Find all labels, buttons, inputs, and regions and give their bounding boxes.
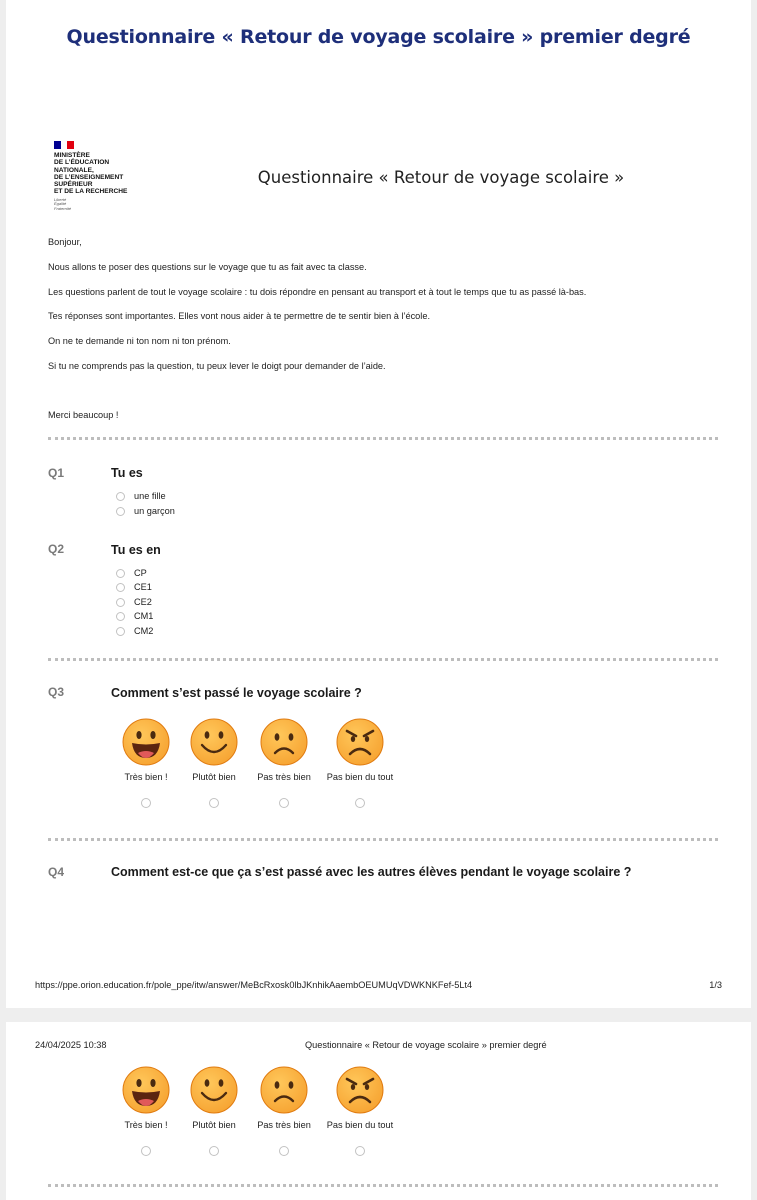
footer-url: https://ppe.orion.education.fr/pole_ppe/itw/answer/MeBcRxosk0lbJKnhikAaembOEUMUqVDWKNKFef-5Lt4: [35, 980, 473, 990]
emoji-scale-label: Pas très bien: [257, 772, 311, 782]
section-separator: [48, 437, 718, 440]
radio-button[interactable]: [116, 583, 125, 592]
option-label: un garçon: [134, 506, 175, 516]
q2-option[interactable]: [116, 568, 147, 578]
q1-option[interactable]: [116, 506, 175, 516]
emoji-scale-label: Pas bien du tout: [326, 1120, 394, 1130]
q2-option[interactable]: [116, 611, 153, 621]
smiling-face-icon: [190, 718, 238, 766]
very-happy-face-icon: [122, 718, 170, 766]
emoji-scale-option[interactable]: [242, 718, 326, 808]
radio-button[interactable]: [209, 798, 219, 808]
radio-button[interactable]: [116, 627, 125, 636]
q2-option[interactable]: [116, 597, 152, 607]
radio-button[interactable]: [279, 798, 289, 808]
section-separator: [48, 1184, 718, 1187]
emoji-scale-label: Très bien !: [124, 772, 168, 782]
radio-button[interactable]: [116, 569, 125, 578]
emoji-scale-label: Plutôt bien: [192, 772, 236, 782]
pdf-page-2: [6, 1022, 751, 1200]
ministry-logo: [54, 141, 154, 212]
emoji-scale-option[interactable]: [318, 718, 402, 808]
emoji-scale-option[interactable]: [318, 1066, 402, 1156]
angry-face-icon: [336, 718, 384, 766]
question-text-q1: Tu es: [111, 466, 143, 480]
very-happy-face-icon: [122, 1066, 170, 1114]
sad-face-icon: [260, 718, 308, 766]
radio-button[interactable]: [116, 492, 125, 501]
intro-paragraph: Tes réponses sont importantes. Elles vont nous aider à te permettre de te sentir bien à l’école.: [48, 311, 430, 321]
form-title: Questionnaire « Retour de voyage scolaire »: [257, 168, 625, 187]
intro-paragraph: On ne te demande ni ton nom ni ton prénom.: [48, 336, 231, 346]
radio-button[interactable]: [355, 1146, 365, 1156]
logo-motto: Liberté Égalité Fraternité: [54, 196, 72, 211]
intro-paragraph: Nous allons te poser des questions sur le voyage que tu as fait avec ta classe.: [48, 262, 367, 272]
option-label: CP: [134, 568, 147, 578]
question-text-q2: Tu es en: [111, 543, 161, 557]
emoji-scale-option[interactable]: [242, 1066, 326, 1156]
intro-greeting: Bonjour,: [48, 237, 82, 247]
q3-emoji-scale: [104, 718, 424, 818]
q2-option[interactable]: [116, 582, 152, 592]
french-flag-icon: [54, 141, 74, 149]
footer-page-number: 1/3: [709, 980, 722, 990]
section-separator: [48, 658, 718, 661]
print-header-title: Questionnaire « Retour de voyage scolaire » premier degré: [305, 1040, 547, 1050]
emoji-scale-label: Plutôt bien: [192, 1120, 236, 1130]
question-text-q4: Comment est-ce que ça s’est passé avec les autres élèves pendant le voyage scolaire ?: [111, 865, 632, 879]
option-label: une fille: [134, 491, 166, 501]
option-label: CM1: [134, 611, 154, 621]
radio-button[interactable]: [355, 798, 365, 808]
radio-button[interactable]: [116, 612, 125, 621]
option-label: CE1: [134, 582, 152, 592]
section-separator: [48, 838, 718, 841]
radio-button[interactable]: [116, 507, 125, 516]
emoji-scale-label: Pas très bien: [257, 1120, 311, 1130]
radio-button[interactable]: [279, 1146, 289, 1156]
emoji-scale-label: Très bien !: [124, 1120, 168, 1130]
intro-paragraph: Si tu ne comprends pas la question, tu peux lever le doigt pour demander de l’aide.: [48, 361, 386, 371]
smiling-face-icon: [190, 1066, 238, 1114]
intro-thanks: Merci beaucoup !: [48, 410, 119, 420]
pdf-page-1: [6, 0, 751, 1008]
q2-option[interactable]: [116, 626, 153, 636]
option-label: CM2: [134, 626, 154, 636]
radio-button[interactable]: [141, 1146, 151, 1156]
question-number-q2: Q2: [48, 542, 65, 556]
option-label: CE2: [134, 597, 152, 607]
print-date: 24/04/2025 10:38: [35, 1040, 107, 1050]
radio-button[interactable]: [116, 598, 125, 607]
radio-button[interactable]: [209, 1146, 219, 1156]
document-title: Questionnaire « Retour de voyage scolaire » premier degré: [66, 26, 691, 48]
sad-face-icon: [260, 1066, 308, 1114]
q4-emoji-scale: [104, 1066, 424, 1166]
q1-option[interactable]: [116, 491, 166, 501]
intro-paragraph: Les questions parlent de tout le voyage scolaire : tu dois répondre en pensant au transport et à tout le temps que tu as passé là-bas.: [48, 287, 587, 297]
radio-button[interactable]: [141, 798, 151, 808]
angry-face-icon: [336, 1066, 384, 1114]
question-number-q4: Q4: [48, 865, 65, 879]
emoji-scale-label: Pas bien du tout: [326, 772, 394, 782]
question-number-q1: Q1: [48, 466, 65, 480]
question-number-q3: Q3: [48, 685, 65, 699]
logo-text: MINISTÈRE DE L’ÉDUCATION NATIONALE, DE L’ENSEIGNEMENT SUPÉRIEUR ET DE LA RECHERCHE: [54, 152, 128, 196]
question-text-q3: Comment s’est passé le voyage scolaire ?: [111, 686, 362, 700]
